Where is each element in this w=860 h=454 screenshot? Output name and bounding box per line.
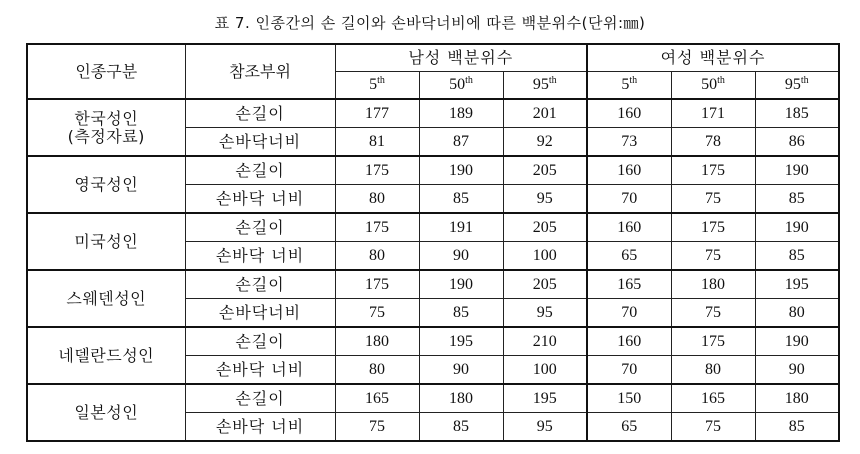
percentile-suffix: th [548, 75, 557, 86]
male-value-cell: 95 [503, 299, 587, 328]
male-value-cell: 80 [335, 242, 419, 271]
female-value-cell: 75 [671, 242, 755, 271]
table-caption: 표 7. 인종간의 손 길이와 손바닥너비에 따른 백분위수(단위:㎜) [214, 14, 646, 32]
table-row [27, 213, 839, 242]
male-value-cell: 195 [503, 384, 587, 413]
table-row [27, 384, 839, 413]
female-value-cell: 190 [755, 327, 839, 356]
table-row [27, 156, 839, 185]
male-value-cell: 80 [335, 356, 419, 385]
female-value-cell: 175 [671, 156, 755, 185]
female-value-cell: 180 [755, 384, 839, 413]
female-value-cell: 65 [587, 413, 671, 442]
header-female-p5 [587, 72, 671, 100]
male-value-cell: 90 [419, 356, 503, 385]
female-value-cell: 70 [587, 185, 671, 214]
percentile-suffix: th [717, 75, 725, 86]
table-row [27, 99, 839, 128]
female-value-cell: 160 [587, 99, 671, 128]
header-male-p50 [419, 72, 503, 100]
female-value-cell: 190 [755, 213, 839, 242]
male-value-cell: 80 [335, 185, 419, 214]
female-value-cell: 80 [671, 356, 755, 385]
part-cell: 손바닥너비 [185, 299, 335, 328]
percentile-table [26, 43, 840, 442]
female-value-cell: 78 [671, 128, 755, 157]
male-value-cell: 205 [503, 213, 587, 242]
female-value-cell: 185 [755, 99, 839, 128]
header-male-p5 [335, 72, 419, 100]
percentile-suffix: th [465, 75, 473, 86]
race-cell [27, 99, 185, 156]
percentile-number: 5 [621, 76, 630, 93]
race-cell [27, 327, 185, 384]
male-value-cell: 175 [335, 156, 419, 185]
race-label-line: (측정자료) [67, 126, 145, 146]
race-label-line: 네델란드성인 [58, 345, 155, 365]
male-value-cell: 87 [419, 128, 503, 157]
header-male-percentiles: 남성 백분위수 [335, 44, 587, 72]
percentile-suffix: th [629, 75, 638, 86]
male-value-cell: 100 [503, 356, 587, 385]
female-value-cell: 160 [587, 213, 671, 242]
part-cell: 손바닥 너비 [185, 356, 335, 385]
male-value-cell: 195 [419, 327, 503, 356]
male-value-cell: 175 [335, 270, 419, 299]
table-row [27, 270, 839, 299]
male-value-cell: 85 [419, 413, 503, 442]
part-cell: 손바닥너비 [185, 128, 335, 157]
female-value-cell: 75 [671, 185, 755, 214]
male-value-cell: 190 [419, 156, 503, 185]
part-cell: 손길이 [185, 99, 335, 128]
male-value-cell: 85 [419, 185, 503, 214]
part-cell: 손길이 [185, 270, 335, 299]
male-value-cell: 191 [419, 213, 503, 242]
male-value-cell: 81 [335, 128, 419, 157]
part-cell: 손길이 [185, 327, 335, 356]
race-cell [27, 270, 185, 327]
male-value-cell: 205 [503, 270, 587, 299]
table-row [27, 327, 839, 356]
part-cell: 손길이 [185, 384, 335, 413]
male-value-cell: 90 [419, 242, 503, 271]
part-cell: 손길이 [185, 156, 335, 185]
percentile-number: 50 [701, 76, 718, 93]
female-value-cell: 86 [755, 128, 839, 157]
male-value-cell: 180 [335, 327, 419, 356]
percentile-suffix: th [377, 75, 385, 86]
part-cell: 손바닥 너비 [185, 242, 335, 271]
female-value-cell: 85 [755, 413, 839, 442]
male-value-cell: 85 [419, 299, 503, 328]
percentile-number: 50 [449, 76, 466, 93]
female-value-cell: 165 [671, 384, 755, 413]
male-value-cell: 95 [503, 185, 587, 214]
female-value-cell: 65 [587, 242, 671, 271]
part-cell: 손바닥 너비 [185, 413, 335, 442]
percentile-number: 95 [784, 76, 801, 93]
race-label-line: 스웨덴성인 [66, 288, 147, 308]
race-cell [27, 384, 185, 441]
male-value-cell: 92 [503, 128, 587, 157]
part-cell: 손길이 [185, 213, 335, 242]
female-value-cell: 175 [671, 213, 755, 242]
female-value-cell: 70 [587, 356, 671, 385]
female-value-cell: 85 [755, 242, 839, 271]
male-value-cell: 175 [335, 213, 419, 242]
part-cell: 손바닥 너비 [185, 185, 335, 214]
male-value-cell: 190 [419, 270, 503, 299]
male-value-cell: 201 [503, 99, 587, 128]
female-value-cell: 160 [587, 156, 671, 185]
female-value-cell: 171 [671, 99, 755, 128]
female-value-cell: 165 [587, 270, 671, 299]
male-value-cell: 75 [335, 413, 419, 442]
male-value-cell: 95 [503, 413, 587, 442]
female-value-cell: 80 [755, 299, 839, 328]
male-value-cell: 177 [335, 99, 419, 128]
header-male-p95 [503, 72, 587, 100]
percentile-number: 95 [532, 76, 549, 93]
male-value-cell: 189 [419, 99, 503, 128]
female-value-cell: 73 [587, 128, 671, 157]
female-value-cell: 150 [587, 384, 671, 413]
race-label-line: 일본성인 [74, 402, 139, 422]
table-body [27, 44, 839, 441]
race-label-line: 한국성인 [74, 108, 139, 128]
header-female-p50 [671, 72, 755, 100]
race-cell [27, 156, 185, 213]
male-value-cell: 180 [419, 384, 503, 413]
female-value-cell: 175 [671, 327, 755, 356]
female-value-cell: 75 [671, 299, 755, 328]
header-race: 인종구분 [27, 44, 185, 99]
female-value-cell: 90 [755, 356, 839, 385]
header-part: 참조부위 [185, 44, 335, 99]
female-value-cell: 180 [671, 270, 755, 299]
race-label-line: 미국성인 [74, 231, 139, 251]
female-value-cell: 75 [671, 413, 755, 442]
female-value-cell: 190 [755, 156, 839, 185]
female-value-cell: 160 [587, 327, 671, 356]
percentile-number: 5 [369, 76, 378, 93]
female-value-cell: 85 [755, 185, 839, 214]
race-label-line: 영국성인 [74, 174, 139, 194]
percentile-suffix: th [800, 75, 809, 86]
female-value-cell: 70 [587, 299, 671, 328]
male-value-cell: 75 [335, 299, 419, 328]
male-value-cell: 165 [335, 384, 419, 413]
header-row-1 [27, 44, 839, 72]
female-value-cell: 195 [755, 270, 839, 299]
male-value-cell: 205 [503, 156, 587, 185]
header-female-p95 [755, 72, 839, 100]
male-value-cell: 100 [503, 242, 587, 271]
header-female-percentiles: 여성 백분위수 [587, 44, 839, 72]
male-value-cell: 210 [503, 327, 587, 356]
race-cell [27, 213, 185, 270]
